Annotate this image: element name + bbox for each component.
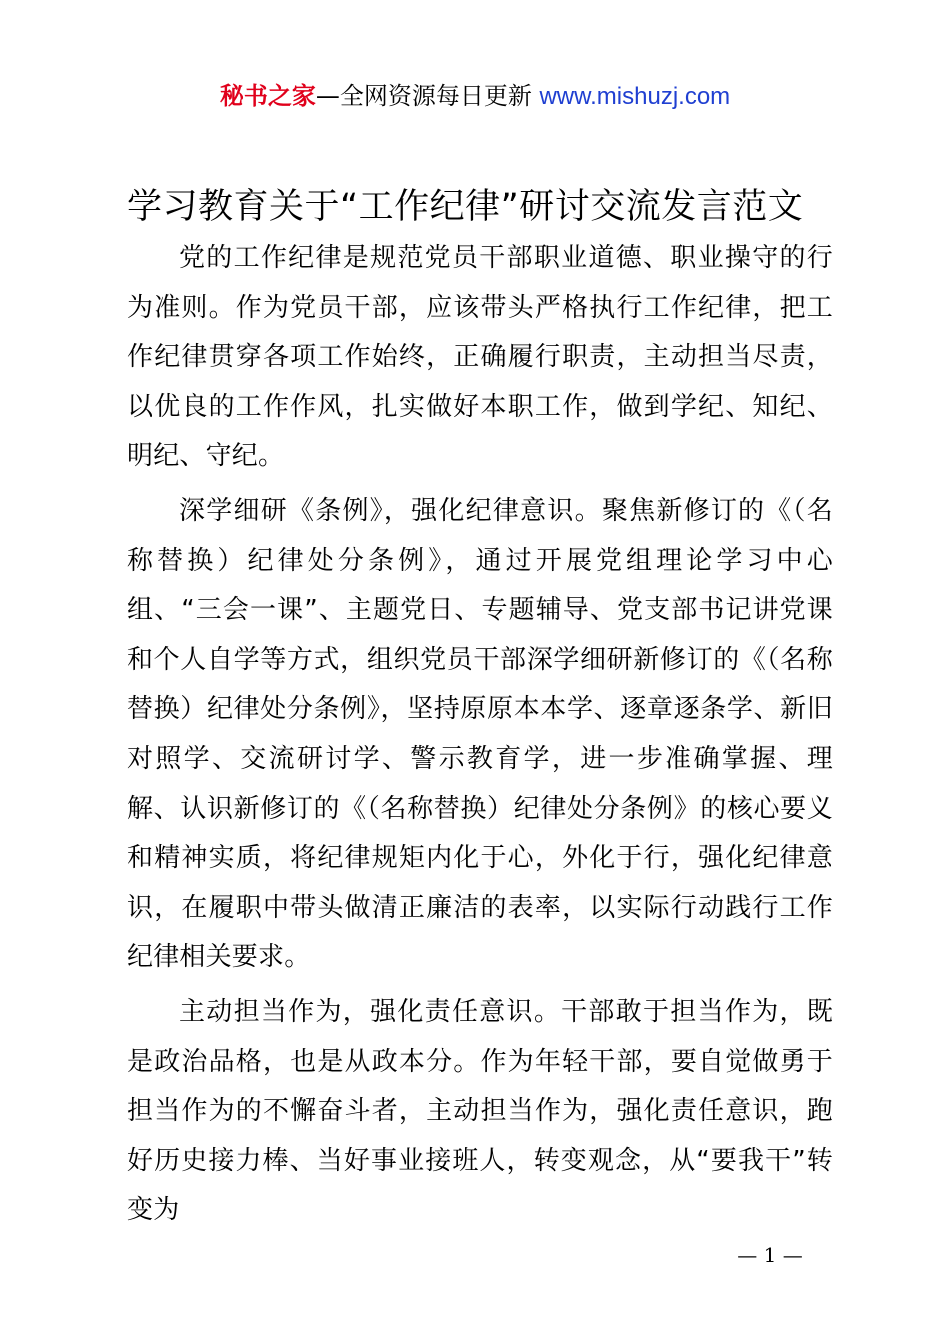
page-number: — 1 — xyxy=(737,1243,803,1267)
site-tagline: —全网资源每日更新 xyxy=(315,82,540,110)
body-paragraph: 主动担当作为，强化责任意识。干部敢于担当作为，既是政治品格，也是从政本分。作为年轻干部，要自觉做勇于担当作为的不懈奋斗者，主动担当作为，强化责任意识，跑好历史接力棒、当好事业接班人，转变观念，从“要我干”转变为 xyxy=(127,996,833,1226)
site-url-link[interactable]: www.mishuzj.com xyxy=(539,83,731,110)
body-paragraph: 党的工作纪律是规范党员干部职业道德、职业操守的行为准则。作为党员干部，应该带头严格执行工作纪律，把工作纪律贯穿各项工作始终，正确履行职责，主动担当尽责，以优良的工作作风，扎实做好本职工作，做到学纪、知纪、明纪、守纪。 xyxy=(127,243,833,472)
site-header xyxy=(0,78,950,115)
body-paragraph: 深学细研《条例》，强化纪律意识。聚焦新修订的《（名称替换）纪律处分条例》，通过开展党组理论学习中心组、“三会一课”、主题党日、专题辅导、党支部书记讲党课和个人自学等方式，组织党员干部深学细研新修订的《（名称替换）纪律处分条例》，坚持原原本本学、逐章逐条学、新旧对照学、交流研讨学、警示教育学，进一步准确掌握、理解、认识新修订的《（名称替换）纪律处分条例》的核心要义和精神实质，将纪律规矩内化于心，外化于行，强化纪律意识，在履职中带头做清正廉洁的表率，以实际行动践行工作纪律相关要求。 xyxy=(127,495,833,973)
site-brand: 秘书之家 xyxy=(219,82,316,110)
document-title: 学习教育关于“工作纪律”研讨交流发言范文 xyxy=(127,187,804,227)
document-body xyxy=(127,234,833,1241)
